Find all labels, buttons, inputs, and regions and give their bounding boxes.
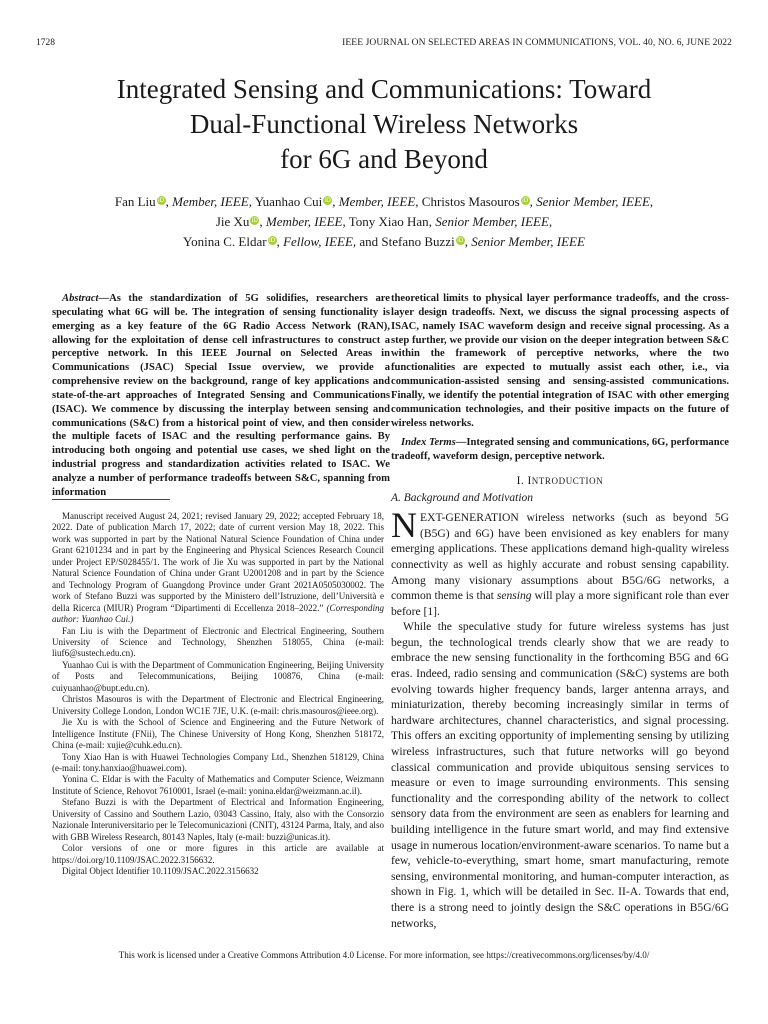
paragraph-text: will play a more significant role than ever before [1]. xyxy=(391,589,729,618)
author-role: Senior Member, IEEE xyxy=(536,194,650,209)
affiliation-note: Stefano Buzzi is with the Department of Electrical and Information Engineering, University of Cassino and Southern Lazio, 03043 Cassino, Italy, also with the Consorzio Nazionale Interuniversitario per le Telecomunicazioni (CNIT), 43124 Parma, Italy, and also with GBB Wireless Research, 80143 Naples, Italy (e-mail: buzzi@unicas.it). xyxy=(52,797,384,842)
footnote-divider xyxy=(52,499,170,500)
body-paragraph-2: While the speculative study for future wireless systems has just begun, the technological trends clearly show that we are ready to embrace the new sensing functionality in the forthcoming B5G and 6G eras. Indeed, radio sensing and communication (S&C) systems are both evolving towards higher frequency bands, larger antenna arrays, and miniaturization, thereby becoming increasingly similar in terms of hardware architectures, channel characteristics, and signal processing. This offers an exciting opportunity of implementing sensing by utilizing wireless infrastructures, such that future networks will go beyond classical communication and provide ubiquitous sensing services to measure or even to image surrounding environments. This sensing functionality and the corresponding ability of the network to collect sensory data from the environment are seen as enablers for learning and building intelligence in the future smart world, and may find extensive usage in numerous location/environment-aware scenarios. To name but a few, vehicle-to-everything, smart home, smart manufacturing, remote sensing, environmental monitoring, and human-computer interaction, as shown in Fig. 1, which will be detailed in Sec. II-A. Towards that end, there is a strong need to jointly design the S&C operations in B5G/6G networks, xyxy=(391,620,729,930)
author-name: Christos Masouros xyxy=(421,194,520,209)
author-role: Senior Member, IEEE xyxy=(435,214,549,229)
author-name: Jie Xu xyxy=(215,214,250,229)
abstract: Abstract—As the standardization of 5G solidifies, researchers are speculating what 6G will be. The integration of sensing functionality is emerging as a key feature of the 6G Radio Access Network (RAN), allowing for the exploitation of dense cell infrastructures to construct a perceptive network. In this IEEE Journal on Selected Areas in Communications (JSAC) Special Issue overview, we provide a comprehensive review on the background, range of key applications and state-of-the-art approaches of Integrated Sensing and Communications (ISAC). We commence by discussing the interplay between sensing and communications (S&C) from a historical point of view, and then consider the multiple facets of ISAC and the resulting performance gains. By introducing both ongoing and potential use cases, we shed light on the industrial progress and standardization activities related to ISAC. We analyze a number of performance tradeoffs between S&C, spanning from information xyxy=(52,293,390,498)
author-line-1: Fan Liu iD, Member, IEEE, Yuanhao Cui iD, Member, IEEE, Christos Masouros iD, Senior Member, IEEE, xyxy=(114,194,654,209)
paper-title xyxy=(40,72,728,177)
drop-cap: N xyxy=(391,505,417,546)
author-list xyxy=(40,192,728,252)
color-note: Color versions of one or more figures in this article are available at https://doi.org/10.1109/JSAC.2022.3156632. xyxy=(52,843,384,865)
affiliation-note: Christos Masouros is with the Department of Electronic and Electrical Engineering, University College London, London WC1E 7JE, U.K. (e-mail: chris.masouros@ieee.org). xyxy=(52,694,384,716)
license-footer: This work is licensed under a Creative Commons Attribution 4.0 License. For more information, see https://creativecommons.org/licenses/by/4.0/ xyxy=(118,950,650,960)
left-column xyxy=(52,292,390,500)
author-role: Member, IEEE xyxy=(265,214,343,229)
affiliation-note: Jie Xu is with the School of Science and Engineering and the Future Network of Intelligence Institute (FNii), The Chinese University of Hong Kong, Shenzhen 518172, China (e-mail: xujie@cuhk.edu.cn). xyxy=(52,717,384,751)
affiliation-note: Tony Xiao Han is with Huawei Technologies Company Ltd., Shenzhen 518129, China (e-mail: tony.hanxiao@huawei.com). xyxy=(52,751,384,773)
author-role: Member, IEEE xyxy=(338,194,416,209)
page-number: 1728 xyxy=(36,38,55,48)
author-line-2: Jie Xu iD, Member, IEEE, Tony Xiao Han, Senior Member, IEEE, xyxy=(215,214,553,229)
section-title-rest: NTRODUCTION xyxy=(531,476,604,487)
orcid-icon[interactable]: iD xyxy=(268,237,276,244)
manuscript-text: Manuscript received August 24, 2021; revised January 29, 2022; accepted February 18, 2022. Date of publication March 17, 2022; date of current version May 18, 2022. This work was supported in part by the National Natural Science Foundation of China under Grant 62101234 and in part by the Engineering and Physical Sciences Research Council under Project EP/S028455/1. The work of Jie Xu was supported in part by the National Natural Science Foundation of China under Grant U2001208 and in part by the Science and Technology Program of Guangdong Province under Grant 2021A0505030002. The work of Stefano Buzzi was supported by the Ministero dell’Istruzione, dell’Università e della Ricerca (MIUR) Program “Dipartimenti di Eccellenza 2018–2022.” xyxy=(52,511,384,613)
right-column xyxy=(391,292,729,931)
title-line-3: for 6G and Beyond xyxy=(280,144,488,174)
author-line-3: Yonina C. Eldar iD, Fellow, IEEE, and Stefano Buzzi iD, Senior Member, IEEE xyxy=(183,234,585,249)
index-terms-text: Integrated sensing and communications, 6G, performance tradeoff, waveform design, perceptive network. xyxy=(391,437,729,463)
affiliation-note: Fan Liu is with the Department of Electronic and Electrical Engineering, Southern University of Science and Technology, Shenzhen 518055, China (e-mail: liuf6@sustech.edu.cn). xyxy=(52,625,384,659)
author-role: Fellow, IEEE xyxy=(283,234,353,249)
abstract-continued: theoretical limits to physical layer performance tradeoffs, and the cross-layer design tradeoffs. Next, we discuss the signal processing aspects of ISAC, namely ISAC waveform design and receive signal processing. As a step further, we provide our vision on the deeper integration between S&C within the framework of perceptive networks, where the two functionalities are expected to mutually assist each other, i.e., via communication-assisted sensing and sensing-assisted communications. Finally, we identify the potential integration of ISAC with other emerging communication technologies, and their positive impacts on the future of wireless networks. xyxy=(391,293,729,429)
orcid-icon[interactable]: iD xyxy=(522,197,529,204)
doi-note: Digital Object Identifier 10.1109/JSAC.2022.3156632 xyxy=(62,866,259,877)
index-terms-label: Index Terms xyxy=(401,437,456,449)
affiliation-note: Yuanhao Cui is with the Department of Communication Engineering, Beijing University of Posts and Telecommunications, Beijing 100876, China (e-mail: cuiyuanhao@bupt.edu.cn). xyxy=(52,659,384,693)
running-header xyxy=(36,38,732,52)
abstract-label: Abstract xyxy=(62,293,99,304)
author-name: Yuanhao Cui xyxy=(254,194,323,209)
author-name: Stefano Buzzi xyxy=(381,234,455,249)
author-role: Senior Member, IEEE xyxy=(471,234,585,249)
journal-info: IEEE JOURNAL ON SELECTED AREAS IN COMMUNICATIONS, VOL. 40, NO. 6, JUNE 2022 xyxy=(342,38,732,48)
title-line-1: Integrated Sensing and Communications: Toward xyxy=(116,74,652,104)
section-title-initial: I xyxy=(527,475,532,488)
author-name: Fan Liu xyxy=(114,194,156,209)
author-name: Yonina C. Eldar xyxy=(183,234,267,249)
section-number: I. xyxy=(516,475,525,488)
body-paragraph-1 xyxy=(391,505,729,619)
orcid-icon[interactable]: iD xyxy=(457,237,464,244)
paragraph-text: EXT-GENERATION wireless networks (such as beyond 5G (B5G) and 6G) have been envisioned as key enablers for many emerging applications. These applications demand high-quality wireless connectivity as well as highly accurate and robust sensing capability. Among many visionary assumptions about B5G/6G networks, a common theme is that xyxy=(391,511,729,603)
orcid-icon[interactable]: iD xyxy=(251,217,259,224)
author-role: Member, IEEE xyxy=(172,194,249,209)
body-text xyxy=(391,505,729,931)
author-name: Tony Xiao Han xyxy=(348,214,429,229)
manuscript-note xyxy=(52,511,384,626)
orcid-icon[interactable]: iD xyxy=(324,197,331,204)
abstract-text-left: As the standardization of 5G solidifies, researchers are speculating what 6G will be. The integration of sensing functionality is emerging as a key feature of the 6G Radio Access Network (RAN), allowing for the exploitation of dense cell infrastructures to construct a perceptive network. In this IEEE Journal on Selected Areas in Communications (JSAC) Special Issue overview, we provide a comprehensive review on the background, range of key applications and state-of-the-art approaches of Integrated Sensing and Communications (ISAC). We commence by discussing the interplay between sensing and communications (S&C) from a historical point of view, and then consider the multiple facets of ISAC and the resulting performance gains. By introducing both ongoing and potential use cases, we shed light on the industrial progress and standardization activities related to ISAC. We analyze a number of performance tradeoffs between S&C, spanning from information xyxy=(52,293,390,498)
subsection-heading: A. Background and Motivation xyxy=(391,492,534,505)
orcid-icon[interactable]: iD xyxy=(158,197,165,204)
footnotes xyxy=(52,511,384,878)
index-terms: Index Terms—Integrated sensing and communications, 6G, performance tradeoff, waveform design, perceptive network. xyxy=(391,437,729,463)
corresponding-author: (Corresponding author: Yuanhao Cui.) xyxy=(52,602,385,625)
section-heading xyxy=(391,474,729,488)
title-line-2: Dual-Functional Wireless Networks xyxy=(189,109,579,139)
affiliation-note: Yonina C. Eldar is with the Faculty of Mathematics and Computer Science, Weizmann Institute of Science, Rehovot 7610001, Israel (e-mail: yonina.eldar@weizmann.ac.il). xyxy=(52,774,384,796)
emphasis-text: sensing xyxy=(496,589,532,603)
